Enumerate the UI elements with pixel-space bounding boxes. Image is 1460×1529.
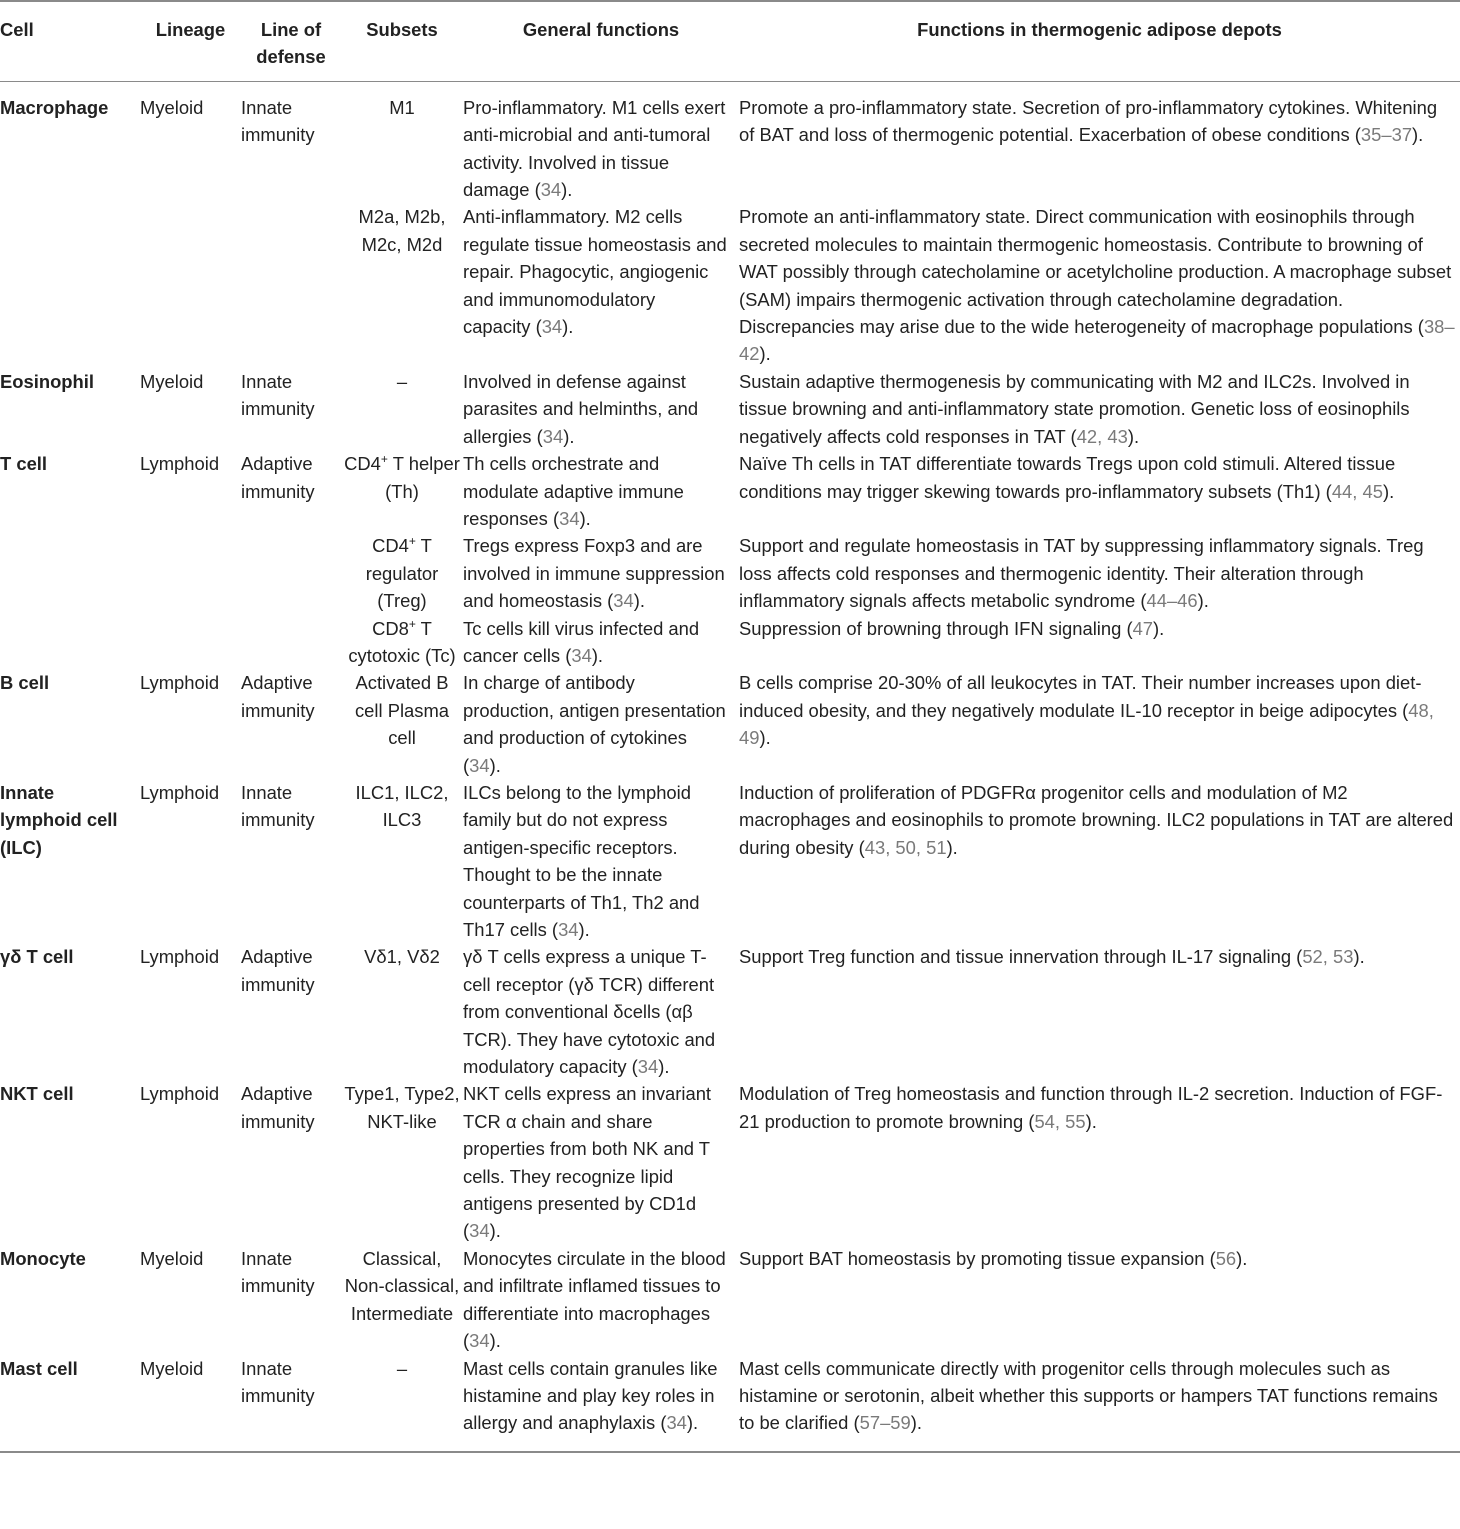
subset-value xyxy=(341,81,463,203)
general-functions-value xyxy=(463,81,739,203)
lineage-value xyxy=(140,368,241,450)
table-body xyxy=(0,81,1460,1451)
lineage-value xyxy=(140,943,241,1080)
cell-type-name xyxy=(0,81,140,203)
table-row xyxy=(0,1245,1460,1355)
subset-value xyxy=(341,368,463,450)
lineage-value xyxy=(140,81,241,203)
general-functions-reference: 34 xyxy=(469,754,490,776)
defense-value xyxy=(241,1080,341,1244)
subset-superscript: + xyxy=(408,534,416,549)
thermogenic-functions-value xyxy=(739,450,1460,532)
subset-label: M1 xyxy=(389,96,415,118)
thermogenic-functions-text-end: ). xyxy=(946,836,958,858)
thermogenic-functions-value xyxy=(739,81,1460,203)
general-functions-text: γδ T cells express a unique T-cell receptor (γδ TCR) different from conventional δcells (αβ TCR). They have cytotoxic and modulatory capacity ( xyxy=(463,946,716,1078)
defense-label: Adaptive immunity xyxy=(241,453,315,502)
cell-type-name xyxy=(0,450,140,532)
general-functions-text: Tregs express Foxp3 and are involved in immune suppression and homeostasis ( xyxy=(463,535,725,612)
thermogenic-functions-text: Naïve Th cells in TAT differentiate towards Tregs upon cold stimuli. Altered tissue conditions may trigger skewing towards pro-inflammatory subsets (Th1) ( xyxy=(739,453,1396,502)
lineage-label: Lymphoid xyxy=(140,453,220,475)
general-functions-text-end: ). xyxy=(561,179,573,201)
general-functions-value xyxy=(463,1245,739,1355)
general-functions-reference: 34 xyxy=(637,1056,659,1078)
general-functions-value xyxy=(463,615,739,670)
general-functions-text: Anti-inflammatory. M2 cells regulate tissue homeostasis and repair. Phagocytic, angiogenic and immunomodulatory capacity ( xyxy=(463,206,727,338)
cell-type-label: B cell xyxy=(0,672,50,694)
subset-label: ILC1, ILC2, ILC3 xyxy=(355,781,449,831)
thermogenic-functions-reference: 44, 45 xyxy=(1331,480,1383,502)
thermogenic-functions-text-end: ). xyxy=(759,727,771,749)
lineage-value xyxy=(140,615,241,670)
cell-type-label: Eosinophil xyxy=(0,370,94,392)
thermogenic-functions-text-end: ). xyxy=(1236,1247,1248,1269)
table-row xyxy=(0,81,1460,203)
thermogenic-functions-text-end: ). xyxy=(1353,946,1365,968)
lineage-value xyxy=(140,779,241,943)
thermogenic-functions-text-end: ). xyxy=(1197,590,1209,612)
cell-type-name xyxy=(0,1080,140,1244)
general-functions-reference: 34 xyxy=(540,179,562,201)
lineage-label: Lymphoid xyxy=(140,1083,220,1105)
subset-label: – xyxy=(396,370,408,392)
thermogenic-functions-text: Mast cells communicate directly with progenitor cells through molecules such as histamine or serotonin, albeit whether this supports or hampers TAT functions remains to be clarified ( xyxy=(739,1357,1438,1434)
subset-value xyxy=(341,615,463,670)
general-functions-reference: 34 xyxy=(469,1330,490,1352)
thermogenic-functions-value xyxy=(739,1355,1460,1452)
thermogenic-functions-value xyxy=(739,615,1460,670)
defense-value xyxy=(241,615,341,670)
thermogenic-functions-reference: 38–42 xyxy=(739,316,1455,365)
general-functions-text: NKT cells express an invariant TCR α chain and share properties from both NK and T cells. They recognize lipid antigens presented by CD1d ( xyxy=(463,1083,712,1242)
cell-type-name xyxy=(0,779,140,943)
thermogenic-functions-value xyxy=(739,203,1460,367)
general-functions-text-end: ). xyxy=(578,919,590,940)
thermogenic-functions-text: Induction of proliferation of PDGFRα progenitor cells and modulation of M2 macrophages and eosinophils to promote browning. ILC2 populations in TAT are altered during obesity ( xyxy=(739,781,1454,858)
general-functions-text: Th cells orchestrate and modulate adaptive immune responses ( xyxy=(463,453,684,529)
general-functions-value xyxy=(463,669,739,779)
cell-type-name xyxy=(0,532,140,614)
general-functions-text-end: ). xyxy=(489,1330,501,1352)
general-functions-text-end: ). xyxy=(489,754,501,776)
defense-label: Innate immunity xyxy=(241,781,315,831)
defense-value xyxy=(241,368,341,450)
subset-label: Vδ1, Vδ2 xyxy=(364,946,440,968)
subset-superscript: + xyxy=(408,616,416,631)
subset-label-prefix: CD4 xyxy=(372,535,409,557)
table-row xyxy=(0,368,1460,450)
defense-value xyxy=(241,779,341,943)
lineage-value xyxy=(140,450,241,532)
defense-value xyxy=(241,669,341,779)
thermogenic-functions-text-end: ). xyxy=(1153,617,1165,639)
table-row xyxy=(0,779,1460,943)
subset-label-suffix: T helper (Th) xyxy=(385,453,460,502)
subset-value xyxy=(341,450,463,532)
cell-type-name xyxy=(0,368,140,450)
general-functions-value xyxy=(463,368,739,450)
table-row xyxy=(0,450,1460,532)
lineage-label: Lymphoid xyxy=(140,946,220,968)
thermogenic-functions-reference: 35–37 xyxy=(1360,124,1413,146)
thermogenic-functions-text: Support Treg function and tissue innervation through IL-17 signaling ( xyxy=(739,946,1303,968)
table-row xyxy=(0,943,1460,1080)
defense-value xyxy=(241,532,341,614)
general-functions-text-end: ). xyxy=(563,425,575,447)
general-functions-value xyxy=(463,943,739,1080)
general-functions-reference: 34 xyxy=(542,425,564,447)
thermogenic-functions-reference: 42, 43 xyxy=(1076,425,1128,447)
thermogenic-functions-text-end: ). xyxy=(1412,124,1424,146)
general-functions-value xyxy=(463,779,739,943)
defense-value xyxy=(241,450,341,532)
defense-label: Adaptive immunity xyxy=(241,1083,315,1132)
header-general-functions: General functions xyxy=(463,1,739,81)
thermogenic-functions-reference: 52, 53 xyxy=(1302,946,1354,968)
defense-value xyxy=(241,943,341,1080)
subset-label-prefix: CD4 xyxy=(344,453,381,475)
thermogenic-functions-value xyxy=(739,532,1460,614)
subset-value xyxy=(341,943,463,1080)
thermogenic-functions-reference: 48, 49 xyxy=(739,699,1434,749)
thermogenic-functions-text: B cells comprise 20-30% of all leukocytes in TAT. Their number increases upon diet-induced obesity, and they negatively modulate IL-10 receptor in beige adipocytes ( xyxy=(739,672,1422,721)
lineage-value xyxy=(140,669,241,779)
general-functions-reference: 34 xyxy=(559,507,580,529)
lineage-value xyxy=(140,1245,241,1355)
defense-label: Innate immunity xyxy=(241,96,315,146)
defense-label: Adaptive immunity xyxy=(241,672,315,721)
table-row xyxy=(0,532,1460,614)
general-functions-text: Mast cells contain granules like histamine and play key roles in allergy and anaphylaxis ( xyxy=(463,1357,718,1434)
cell-type-name xyxy=(0,669,140,779)
subset-value xyxy=(341,1355,463,1452)
thermogenic-functions-value xyxy=(739,669,1460,779)
thermogenic-functions-text-end: ). xyxy=(1382,480,1395,502)
general-functions-value xyxy=(463,532,739,614)
lineage-label: Myeloid xyxy=(140,1357,204,1379)
subset-value xyxy=(341,203,463,367)
thermogenic-functions-reference: 56 xyxy=(1215,1247,1237,1269)
defense-value xyxy=(241,81,341,203)
cell-type-name xyxy=(0,1355,140,1452)
thermogenic-functions-text: Modulation of Treg homeostasis and function through IL-2 secretion. Induction of FGF-21 production to promote browning ( xyxy=(739,1083,1443,1132)
general-functions-reference: 34 xyxy=(613,590,634,612)
thermogenic-functions-text-end: ). xyxy=(1127,425,1140,447)
general-functions-reference: 34 xyxy=(666,1412,687,1434)
subset-value xyxy=(341,1245,463,1355)
subset-superscript: + xyxy=(380,451,388,466)
header-lineage: Lineage xyxy=(140,1,241,81)
defense-label: Adaptive immunity xyxy=(241,946,315,995)
thermogenic-functions-text: Support and regulate homeostasis in TAT by suppressing inflammatory signals. Treg loss affects cold responses and thermogenic identity. Their alteration through inflammatory signals affects metabolic syndrome ( xyxy=(739,535,1424,612)
cell-type-name xyxy=(0,943,140,1080)
lineage-value xyxy=(140,1080,241,1244)
subset-label-suffix: T regulator (Treg) xyxy=(365,535,439,612)
general-functions-text-end: ). xyxy=(658,1056,670,1078)
thermogenic-functions-text-end: ). xyxy=(759,343,771,365)
subset-label: Type1, Type2, NKT-like xyxy=(344,1083,460,1132)
subset-label: Classical, Non-classical, Intermediate xyxy=(344,1247,460,1324)
table-row xyxy=(0,1080,1460,1244)
header-subsets: Subsets xyxy=(341,1,463,81)
table-row xyxy=(0,203,1460,367)
thermogenic-functions-text: Promote an anti-inflammatory state. Direct communication with eosinophils through secreted molecules to maintain thermogenic homeostasis. Contribute to browning of WAT possibly through catecholamine or acetylcholine production. A macrophage subset (SAM) impairs thermogenic activation through catecholamine degradation. Discrepancies may arise due to the wide heterogeneity of macrophage populations ( xyxy=(739,206,1452,338)
general-functions-text: Tc cells kill virus infected and cancer cells ( xyxy=(463,617,700,666)
lineage-value xyxy=(140,1355,241,1452)
table-row xyxy=(0,1355,1460,1452)
lineage-label: Myeloid xyxy=(140,1247,204,1269)
lineage-value xyxy=(140,203,241,367)
thermogenic-functions-reference: 43, 50, 51 xyxy=(864,836,947,858)
lineage-value xyxy=(140,532,241,614)
subset-label-suffix: T cytotoxic (Tc) xyxy=(348,617,456,666)
general-functions-text: Involved in defense against parasites and helminths, and allergies ( xyxy=(463,370,699,447)
general-functions-reference: 34 xyxy=(469,1220,490,1242)
subset-label: – xyxy=(396,1357,408,1379)
general-functions-text-end: ). xyxy=(562,316,574,338)
thermogenic-functions-text-end: ). xyxy=(910,1412,922,1434)
cell-type-label: T cell xyxy=(0,453,48,475)
thermogenic-functions-reference: 44–46 xyxy=(1146,590,1198,612)
general-functions-text-end: ). xyxy=(633,590,645,612)
defense-value xyxy=(241,203,341,367)
table-row xyxy=(0,669,1460,779)
header-cell: Cell xyxy=(0,1,140,81)
defense-value xyxy=(241,1245,341,1355)
thermogenic-functions-text: Promote a pro-inflammatory state. Secretion of pro-inflammatory cytokines. Whitening of BAT and loss of thermogenic potential. Exacerbation of obese conditions ( xyxy=(739,96,1438,146)
subset-label: M2a, M2b, M2c, M2d xyxy=(358,206,446,255)
subset-value xyxy=(341,532,463,614)
defense-value xyxy=(241,1355,341,1452)
general-functions-text-end: ). xyxy=(686,1412,699,1434)
general-functions-value xyxy=(463,203,739,367)
general-functions-reference: 34 xyxy=(571,644,592,666)
thermogenic-functions-text: Suppression of browning through IFN signaling ( xyxy=(739,617,1133,639)
cell-type-label: γδ T cell xyxy=(0,946,74,968)
lineage-label: Myeloid xyxy=(140,96,204,118)
general-functions-value xyxy=(463,450,739,532)
lineage-label: Lymphoid xyxy=(140,781,220,803)
thermogenic-functions-value xyxy=(739,943,1460,1080)
lineage-label: Lymphoid xyxy=(140,672,220,694)
thermogenic-functions-text: Support BAT homeostasis by promoting tissue expansion ( xyxy=(739,1247,1216,1269)
defense-label: Innate immunity xyxy=(241,370,315,420)
thermogenic-functions-text: Sustain adaptive thermogenesis by communicating with M2 and ILC2s. Involved in tissue browning and anti-inflammatory state promotion. Genetic loss of eosinophils negatively affects cold responses in TAT ( xyxy=(739,370,1410,447)
subset-label: Activated B cell Plasma cell xyxy=(354,672,450,749)
table-row xyxy=(0,615,1460,670)
thermogenic-functions-reference: 57–59 xyxy=(859,1412,911,1434)
general-functions-value xyxy=(463,1080,739,1244)
thermogenic-functions-text-end: ). xyxy=(1085,1110,1097,1132)
cell-type-label: Monocyte xyxy=(0,1247,86,1269)
defense-label: Innate immunity xyxy=(241,1247,315,1297)
general-functions-text-end: ). xyxy=(591,644,604,666)
thermogenic-functions-value xyxy=(739,1080,1460,1244)
thermogenic-functions-reference: 54, 55 xyxy=(1034,1110,1086,1132)
header-line-of-defense: Line of defense xyxy=(241,1,341,81)
general-functions-reference: 34 xyxy=(558,919,579,940)
header-thermogenic-functions: Functions in thermogenic adipose depots xyxy=(739,1,1460,81)
general-functions-text: In charge of antibody production, antigen presentation and production of cytokines ( xyxy=(463,672,726,776)
cell-type-label: Innate lymphoid cell (ILC) xyxy=(0,781,118,858)
general-functions-value xyxy=(463,1355,739,1452)
cell-type-name xyxy=(0,615,140,670)
cell-type-name xyxy=(0,1245,140,1355)
general-functions-text: ILCs belong to the lymphoid family but do not express antigen-specific receptors. Thought to be the innate counterparts of Th1, Th2 and Th17 cells ( xyxy=(463,781,700,940)
thermogenic-functions-value xyxy=(739,368,1460,450)
thermogenic-functions-reference: 47 xyxy=(1132,617,1154,639)
general-functions-text-end: ). xyxy=(489,1220,501,1242)
thermogenic-functions-value xyxy=(739,1245,1460,1355)
general-functions-text: Pro-inflammatory. M1 cells exert anti-microbial and anti-tumoral activity. Involved in tissue damage ( xyxy=(463,96,726,201)
header-row xyxy=(0,1,1460,81)
subset-value xyxy=(341,1080,463,1244)
subset-value xyxy=(341,669,463,779)
general-functions-reference: 34 xyxy=(541,316,563,338)
subset-label-prefix: CD8 xyxy=(372,617,409,639)
general-functions-text: Monocytes circulate in the blood and infiltrate inflamed tissues to differentiate into macrophages ( xyxy=(463,1247,726,1352)
thermogenic-functions-value xyxy=(739,779,1460,943)
defense-label: Innate immunity xyxy=(241,1357,315,1406)
cell-type-name xyxy=(0,203,140,367)
lineage-label: Myeloid xyxy=(140,370,204,392)
cell-type-label: Mast cell xyxy=(0,1357,78,1379)
cell-type-label: Macrophage xyxy=(0,96,109,118)
general-functions-text-end: ). xyxy=(579,507,591,529)
subset-value xyxy=(341,779,463,943)
cell-type-label: NKT cell xyxy=(0,1083,74,1105)
